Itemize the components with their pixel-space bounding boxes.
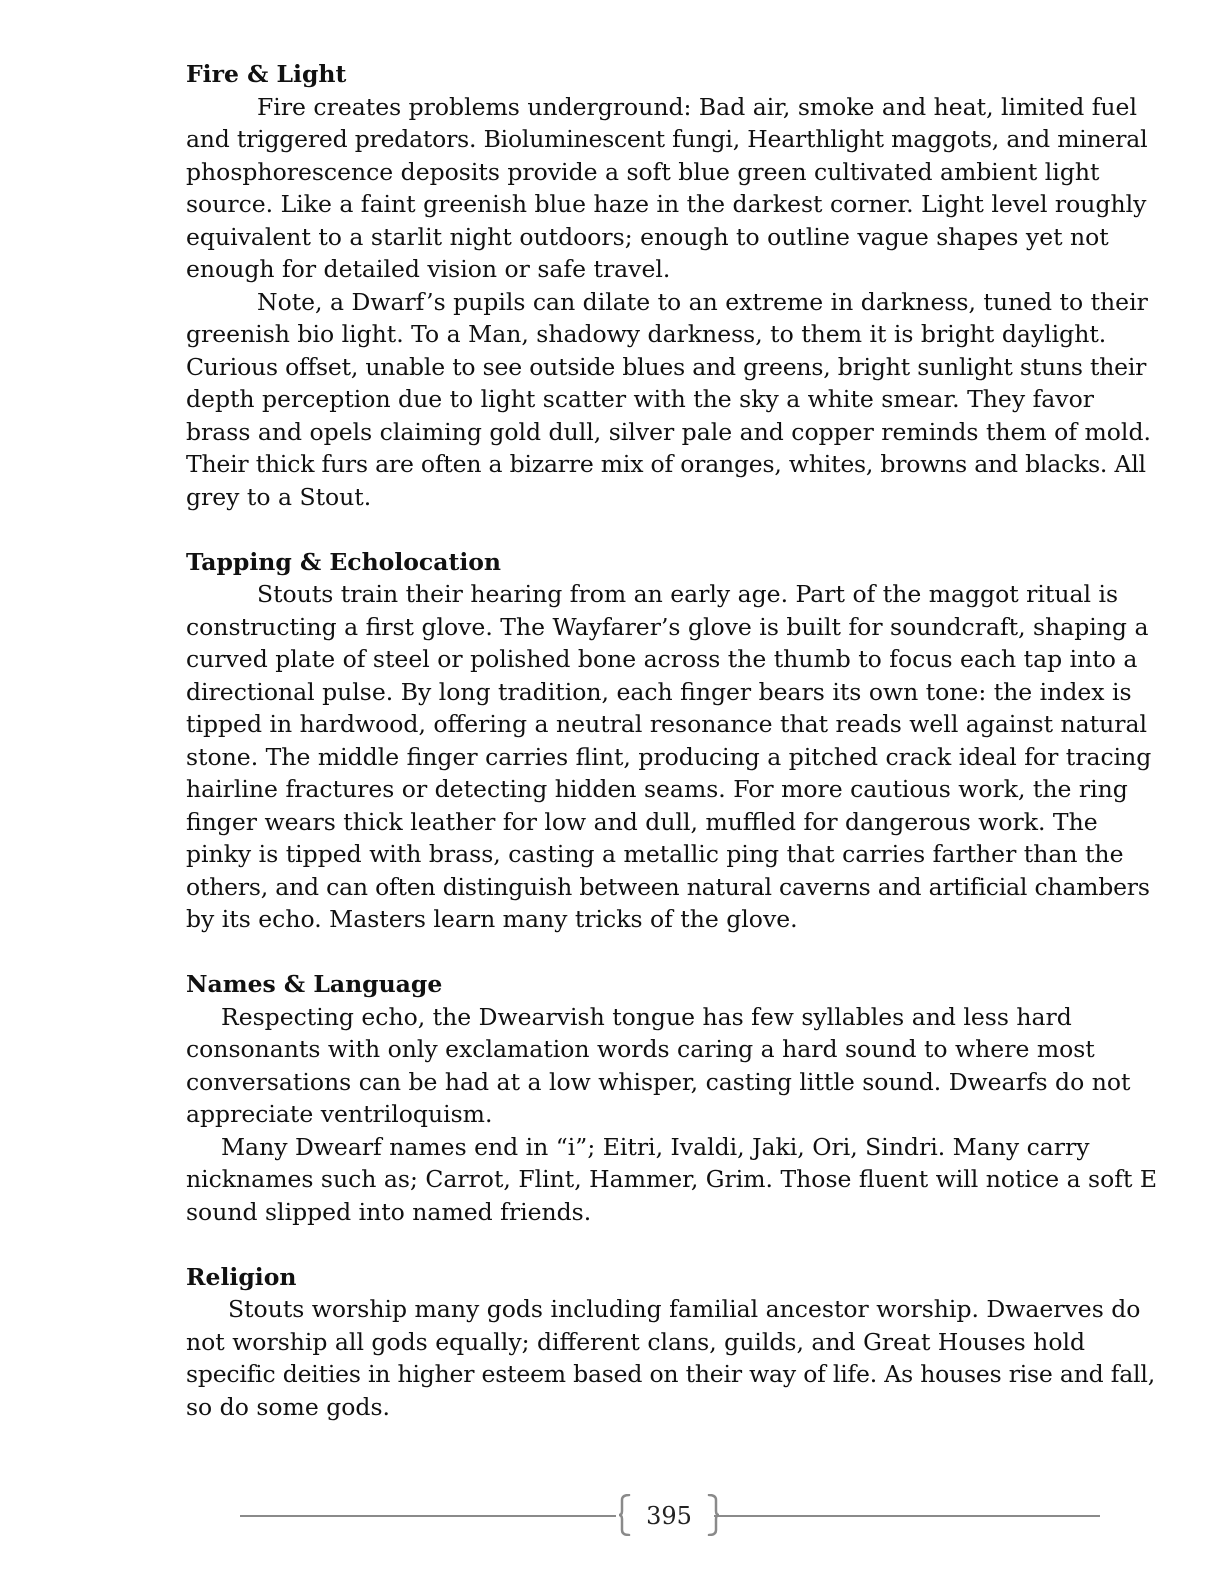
page-footer <box>240 1494 1100 1538</box>
text-line: constructing a first glove. The Wayfarer’s glove is built for soundcraft, shaping a <box>186 612 1149 641</box>
text-line: finger wears thick leather for low and dull, muffled for dangerous work. The <box>186 807 1098 836</box>
paragraph <box>186 286 1158 514</box>
text-line: enough for detailed vision or safe travel. <box>186 255 671 283</box>
text-line: equivalent to a starlit night outdoors; enough to outline vague shapes yet not <box>186 222 1109 251</box>
paragraph <box>186 1001 1158 1131</box>
text-line: Fire creates problems underground: Bad air, smoke and heat, limited fuel <box>257 92 1137 121</box>
paragraph <box>186 578 1158 936</box>
text-line: not worship all gods equally; different clans, guilds, and Great Houses hold <box>186 1327 1086 1356</box>
text-line: Curious offset, unable to see outside blues and greens, bright sunlight stuns their <box>186 352 1147 381</box>
text-line: sound slipped into named friends. <box>186 1197 592 1226</box>
text-line: by its echo. Masters learn many tricks of the glove. <box>186 905 798 933</box>
section-heading-religion: Religion <box>186 1262 297 1291</box>
text-line: specific deities in higher esteem based on their way of life. As houses rise and fall, <box>186 1360 1155 1388</box>
text-line: tipped in hardwood, offering a neutral resonance that reads well against natural <box>186 710 1147 738</box>
text-line: curved plate of steel or polished bone across the thumb to focus each tap into a <box>186 645 1138 673</box>
text-line: Their thick furs are often a bizarre mix of oranges, whites, browns and blacks. All <box>186 450 1146 478</box>
text-line: Respecting echo, the Dwearvish tongue has few syllables and less hard <box>221 1002 1072 1031</box>
text-line: Many Dwearf names end in “i”; Eitri, Ivaldi, Jaki, Ori, Sindri. Many carry <box>221 1132 1090 1161</box>
text-line: phosphorescence deposits provide a soft blue green cultivated ambient light <box>186 157 1100 186</box>
section-heading-names-language: Names & Language <box>186 970 443 998</box>
text-line: source. Like a faint greenish blue haze in the darkest corner. Light level roughly <box>186 190 1147 218</box>
text-line: so do some gods. <box>186 1392 390 1421</box>
text-line: Note, a Dwarf’s pupils can dilate to an extreme in darkness, tuned to their <box>257 287 1148 316</box>
footer-rule-left <box>240 1515 616 1517</box>
text-line: nicknames such as; Carrot, Flint, Hammer, Grim. Those fluent will notice a soft E <box>186 1165 1158 1193</box>
text-line: brass and opels claiming gold dull, silver pale and copper reminds them of mold. <box>186 417 1151 446</box>
text-line: consonants with only exclamation words caring a hard sound to where most <box>186 1035 1095 1063</box>
text-line: depth perception due to light scatter with the sky a white smear. They favor <box>186 385 1094 413</box>
text-line: conversations can be had at a low whisper, casting little sound. Dwearfs do not <box>186 1067 1131 1096</box>
section-spacer <box>186 513 1158 546</box>
section-heading-fire-light: Fire & Light <box>186 60 347 88</box>
text-line: pinky is tipped with brass, casting a metallic ping that carries farther than the <box>186 840 1124 868</box>
text-line: appreciate ventriloquism. <box>186 1100 493 1128</box>
text-line: stone. The middle finger carries flint, producing a pitched crack ideal for tracing <box>186 742 1152 771</box>
footer-rule-right <box>714 1515 1100 1517</box>
section-spacer <box>186 936 1158 969</box>
paragraph <box>186 1293 1158 1423</box>
text-line: hairline fractures or detecting hidden seams. For more cautious work, the ring <box>186 775 1128 803</box>
page-number: 395 <box>646 1502 692 1530</box>
text-line: others, and can often distinguish between natural caverns and artificial chambers <box>186 872 1150 901</box>
text-line: and triggered predators. Bioluminescent fungi, Hearthlight maggots, and mineral <box>186 125 1148 153</box>
text-line: Stouts worship many gods including familial ancestor worship. Dwaerves do <box>228 1295 1141 1323</box>
page-body <box>186 58 1158 1423</box>
paragraph <box>186 91 1158 286</box>
text-line: greenish bio light. To a Man, shadowy darkness, to them it is bright daylight. <box>186 320 1107 348</box>
paragraph <box>186 1131 1158 1229</box>
section-heading-tapping-echolocation: Tapping & Echolocation <box>186 547 502 576</box>
section-spacer <box>186 1228 1158 1261</box>
text-line: grey to a Stout. <box>186 482 372 511</box>
left-bracket-icon <box>618 1494 632 1536</box>
text-line: Stouts train their hearing from an early age. Part of the maggot ritual is <box>257 580 1119 608</box>
text-line: directional pulse. By long tradition, each finger bears its own tone: the index is <box>186 677 1132 706</box>
